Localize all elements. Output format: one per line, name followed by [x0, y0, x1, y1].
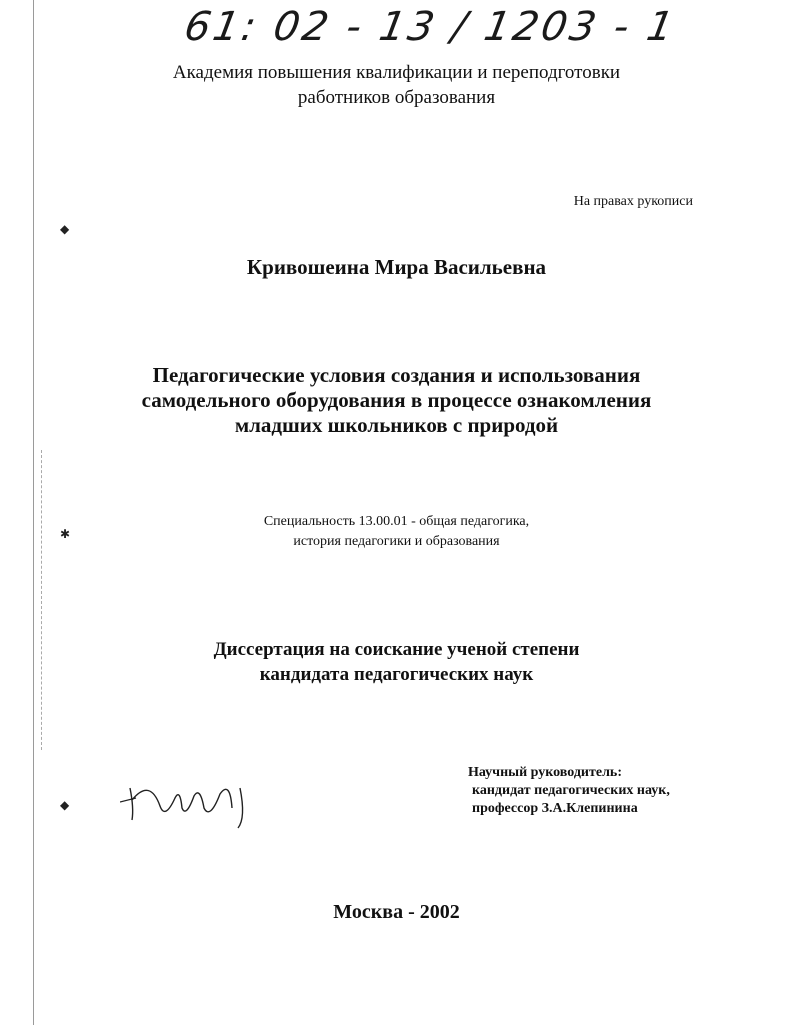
degree-statement — [0, 637, 793, 687]
scan-mark-icon: ✱ — [60, 527, 71, 541]
advisor-degree: кандидат педагогических наук, — [472, 783, 670, 798]
title-line: Педагогические условия создания и использования — [152, 363, 641, 387]
scientific-advisor — [468, 764, 670, 818]
handwritten-signature — [120, 758, 270, 843]
institution-name — [0, 60, 793, 110]
advisor-name: профессор З.А.Клепинина — [472, 801, 638, 816]
institution-line: работников образования — [297, 87, 496, 108]
signature-drawing — [120, 758, 270, 838]
degree-line: Диссертация на соискание ученой степени — [213, 639, 580, 660]
title-line: младших школьников с природой — [234, 413, 559, 437]
degree-line: кандидата педагогических наук — [259, 664, 534, 685]
scan-mark-icon: ◆ — [60, 798, 70, 812]
specialty-line: Специальность 13.00.01 - общая педагогика, — [263, 514, 530, 529]
scan-margin-dashes — [41, 450, 43, 750]
advisor-label: Научный руководитель: — [468, 765, 622, 780]
manuscript-note: На правах рукописи — [573, 194, 693, 209]
specialty — [0, 512, 793, 552]
city-year: Москва - 2002 — [333, 901, 460, 923]
scan-mark-icon: ◆ — [60, 222, 70, 236]
title-line: самодельного оборудования в процессе ознакомления — [141, 388, 652, 412]
dissertation-title — [0, 363, 793, 438]
institution-line: Академия повышения квалификации и переподготовки — [172, 62, 621, 83]
author-name: Кривошеина Мира Васильевна — [246, 255, 547, 279]
archive-code: 61: 02 - 13 / 1203 - 1 — [180, 4, 680, 50]
specialty-line: история педагогики и образования — [293, 534, 500, 549]
